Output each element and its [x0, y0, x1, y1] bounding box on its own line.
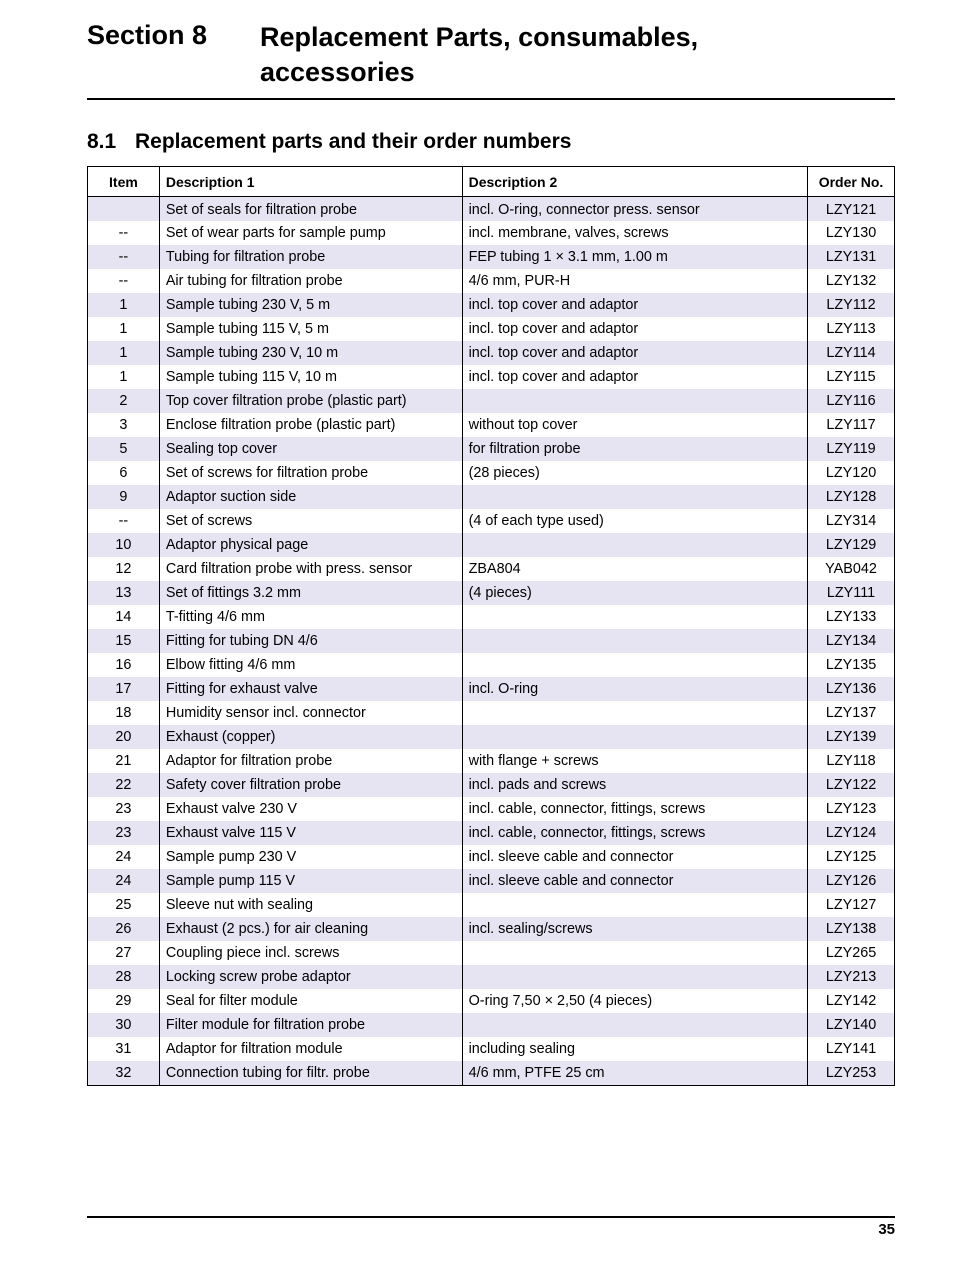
subsection-title: Replacement parts and their order numbers	[135, 130, 572, 153]
cell-order-no: LZY130	[808, 221, 895, 245]
table-row	[88, 389, 895, 413]
table-row	[88, 725, 895, 749]
cell-item: 3	[88, 413, 160, 437]
cell-order-no: YAB042	[808, 557, 895, 581]
cell-order-no: LZY142	[808, 989, 895, 1013]
page-number: 35	[878, 1221, 895, 1238]
cell-description-2: incl. O-ring, connector press. sensor	[462, 197, 807, 222]
cell-description-1: Enclose filtration probe (plastic part)	[159, 413, 462, 437]
cell-order-no: LZY139	[808, 725, 895, 749]
cell-item: 25	[88, 893, 160, 917]
cell-order-no: LZY138	[808, 917, 895, 941]
cell-item: --	[88, 221, 160, 245]
cell-description-1: Air tubing for filtration probe	[159, 269, 462, 293]
cell-item: 24	[88, 845, 160, 869]
cell-description-1: Sample pump 230 V	[159, 845, 462, 869]
table-row	[88, 821, 895, 845]
cell-description-1: Set of screws	[159, 509, 462, 533]
cell-description-2	[462, 725, 807, 749]
table-row	[88, 245, 895, 269]
cell-description-2: incl. sleeve cable and connector	[462, 869, 807, 893]
cell-item: 30	[88, 1013, 160, 1037]
cell-description-1: Sample tubing 230 V, 5 m	[159, 293, 462, 317]
cell-description-1: Locking screw probe adaptor	[159, 965, 462, 989]
cell-description-1: Sleeve nut with sealing	[159, 893, 462, 917]
cell-order-no: LZY124	[808, 821, 895, 845]
cell-item: 16	[88, 653, 160, 677]
cell-description-2: incl. top cover and adaptor	[462, 341, 807, 365]
cell-description-2	[462, 653, 807, 677]
cell-description-2: incl. cable, connector, fittings, screws	[462, 821, 807, 845]
cell-order-no: LZY314	[808, 509, 895, 533]
cell-order-no: LZY140	[808, 1013, 895, 1037]
cell-description-2: (28 pieces)	[462, 461, 807, 485]
cell-description-2: (4 of each type used)	[462, 509, 807, 533]
cell-description-1: Fitting for exhaust valve	[159, 677, 462, 701]
cell-description-1: Coupling piece incl. screws	[159, 941, 462, 965]
cell-description-2: incl. sleeve cable and connector	[462, 845, 807, 869]
cell-order-no: LZY135	[808, 653, 895, 677]
cell-description-2: FEP tubing 1 × 3.1 mm, 1.00 m	[462, 245, 807, 269]
cell-item: 21	[88, 749, 160, 773]
cell-description-1: Sample tubing 230 V, 10 m	[159, 341, 462, 365]
cell-description-1: Adaptor for filtration module	[159, 1037, 462, 1061]
cell-item: --	[88, 245, 160, 269]
cell-item: 1	[88, 293, 160, 317]
cell-description-1: Adaptor suction side	[159, 485, 462, 509]
table-row	[88, 965, 895, 989]
parts-table	[87, 166, 895, 1086]
section-title: Replacement Parts, consumables, accessories	[260, 22, 699, 87]
cell-item: 26	[88, 917, 160, 941]
cell-description-2: incl. top cover and adaptor	[462, 317, 807, 341]
cell-description-2: for filtration probe	[462, 437, 807, 461]
cell-description-1: Exhaust valve 115 V	[159, 821, 462, 845]
cell-description-2: 4/6 mm, PTFE 25 cm	[462, 1061, 807, 1086]
cell-order-no: LZY125	[808, 845, 895, 869]
table-row	[88, 269, 895, 293]
cell-description-2: incl. membrane, valves, screws	[462, 221, 807, 245]
table-row	[88, 581, 895, 605]
table-row	[88, 509, 895, 533]
cell-item: 20	[88, 725, 160, 749]
cell-item: --	[88, 269, 160, 293]
cell-description-2: incl. top cover and adaptor	[462, 365, 807, 389]
cell-description-2	[462, 533, 807, 557]
cell-item: 13	[88, 581, 160, 605]
cell-order-no: LZY129	[808, 533, 895, 557]
cell-item	[88, 197, 160, 222]
cell-item: 5	[88, 437, 160, 461]
cell-description-2: incl. sealing/screws	[462, 917, 807, 941]
subsection-heading	[87, 130, 571, 154]
cell-description-1: Humidity sensor incl. connector	[159, 701, 462, 725]
cell-description-2	[462, 389, 807, 413]
cell-order-no: LZY122	[808, 773, 895, 797]
cell-description-1: Exhaust valve 230 V	[159, 797, 462, 821]
header-description-1: Description 1	[159, 167, 462, 197]
cell-description-1: Top cover filtration probe (plastic part)	[159, 389, 462, 413]
cell-order-no: LZY265	[808, 941, 895, 965]
cell-order-no: LZY213	[808, 965, 895, 989]
table-row	[88, 1013, 895, 1037]
cell-description-2	[462, 701, 807, 725]
cell-description-1: Sample pump 115 V	[159, 869, 462, 893]
cell-item: 14	[88, 605, 160, 629]
table-row	[88, 941, 895, 965]
table-row	[88, 797, 895, 821]
table-row	[88, 437, 895, 461]
table-row	[88, 653, 895, 677]
table-row	[88, 341, 895, 365]
cell-description-2: 4/6 mm, PUR-H	[462, 269, 807, 293]
cell-item: 23	[88, 821, 160, 845]
cell-item: 29	[88, 989, 160, 1013]
cell-order-no: LZY128	[808, 485, 895, 509]
table-row	[88, 869, 895, 893]
cell-description-1: Set of fittings 3.2 mm	[159, 581, 462, 605]
cell-description-1: Sealing top cover	[159, 437, 462, 461]
header-description-2: Description 2	[462, 167, 807, 197]
cell-order-no: LZY119	[808, 437, 895, 461]
cell-order-no: LZY133	[808, 605, 895, 629]
cell-description-1: Connection tubing for filtr. probe	[159, 1061, 462, 1086]
cell-item: 27	[88, 941, 160, 965]
cell-order-no: LZY137	[808, 701, 895, 725]
cell-item: 9	[88, 485, 160, 509]
table-row	[88, 605, 895, 629]
cell-item: 12	[88, 557, 160, 581]
cell-item: 1	[88, 317, 160, 341]
cell-description-1: Sample tubing 115 V, 5 m	[159, 317, 462, 341]
cell-description-1: Adaptor physical page	[159, 533, 462, 557]
table-row	[88, 989, 895, 1013]
table-row	[88, 845, 895, 869]
cell-order-no: LZY120	[808, 461, 895, 485]
cell-description-2	[462, 605, 807, 629]
table-row	[88, 893, 895, 917]
table-row	[88, 293, 895, 317]
footer-rule	[87, 1216, 895, 1218]
cell-description-1: Adaptor for filtration probe	[159, 749, 462, 773]
cell-description-1: Sample tubing 115 V, 10 m	[159, 365, 462, 389]
cell-description-2	[462, 1013, 807, 1037]
cell-description-1: Set of wear parts for sample pump	[159, 221, 462, 245]
cell-order-no: LZY115	[808, 365, 895, 389]
cell-order-no: LZY132	[808, 269, 895, 293]
cell-order-no: LZY134	[808, 629, 895, 653]
cell-description-2	[462, 893, 807, 917]
cell-item: 17	[88, 677, 160, 701]
table-row	[88, 221, 895, 245]
table-row	[88, 677, 895, 701]
cell-description-2	[462, 629, 807, 653]
cell-description-1: Seal for filter module	[159, 989, 462, 1013]
cell-item: 6	[88, 461, 160, 485]
cell-order-no: LZY121	[808, 197, 895, 222]
header-rule	[87, 98, 895, 100]
cell-item: 31	[88, 1037, 160, 1061]
cell-order-no: LZY114	[808, 341, 895, 365]
cell-item: 28	[88, 965, 160, 989]
header-order-no: Order No.	[808, 167, 895, 197]
cell-item: 32	[88, 1061, 160, 1086]
cell-description-1: Safety cover filtration probe	[159, 773, 462, 797]
cell-order-no: LZY126	[808, 869, 895, 893]
cell-description-1: T-fitting 4/6 mm	[159, 605, 462, 629]
cell-item: 23	[88, 797, 160, 821]
cell-description-2: (4 pieces)	[462, 581, 807, 605]
cell-description-2: incl. pads and screws	[462, 773, 807, 797]
table-row	[88, 917, 895, 941]
table-row	[88, 317, 895, 341]
cell-order-no: LZY141	[808, 1037, 895, 1061]
cell-item: 1	[88, 341, 160, 365]
cell-description-1: Card filtration probe with press. sensor	[159, 557, 462, 581]
cell-order-no: LZY116	[808, 389, 895, 413]
cell-item: 15	[88, 629, 160, 653]
table-header-row	[88, 167, 895, 197]
parts-table-body	[88, 197, 895, 1086]
cell-description-1: Exhaust (copper)	[159, 725, 462, 749]
table-row	[88, 533, 895, 557]
section-label: Section 8	[87, 20, 208, 50]
table-row	[88, 749, 895, 773]
cell-description-2: without top cover	[462, 413, 807, 437]
cell-description-2: ZBA804	[462, 557, 807, 581]
cell-description-2: including sealing	[462, 1037, 807, 1061]
cell-description-1: Set of screws for filtration probe	[159, 461, 462, 485]
table-row	[88, 461, 895, 485]
table-row	[88, 1061, 895, 1086]
table-row	[88, 557, 895, 581]
subsection-number: 8.1	[87, 130, 117, 153]
cell-description-1: Exhaust (2 pcs.) for air cleaning	[159, 917, 462, 941]
cell-description-2: incl. top cover and adaptor	[462, 293, 807, 317]
cell-description-2: O-ring 7,50 × 2,50 (4 pieces)	[462, 989, 807, 1013]
table-row	[88, 701, 895, 725]
cell-order-no: LZY113	[808, 317, 895, 341]
cell-item: 10	[88, 533, 160, 557]
table-row	[88, 1037, 895, 1061]
table-row	[88, 485, 895, 509]
cell-item: 2	[88, 389, 160, 413]
table-row	[88, 365, 895, 389]
cell-item: 22	[88, 773, 160, 797]
table-row	[88, 413, 895, 437]
cell-description-2	[462, 485, 807, 509]
cell-description-2: incl. cable, connector, fittings, screws	[462, 797, 807, 821]
cell-item: 1	[88, 365, 160, 389]
cell-order-no: LZY112	[808, 293, 895, 317]
cell-order-no: LZY123	[808, 797, 895, 821]
cell-order-no: LZY111	[808, 581, 895, 605]
cell-description-2: incl. O-ring	[462, 677, 807, 701]
cell-order-no: LZY118	[808, 749, 895, 773]
cell-description-1: Elbow fitting 4/6 mm	[159, 653, 462, 677]
cell-item: 18	[88, 701, 160, 725]
cell-order-no: LZY253	[808, 1061, 895, 1086]
cell-order-no: LZY136	[808, 677, 895, 701]
cell-description-2: with flange + screws	[462, 749, 807, 773]
cell-item: --	[88, 509, 160, 533]
header-item: Item	[88, 167, 160, 197]
cell-order-no: LZY127	[808, 893, 895, 917]
table-row	[88, 629, 895, 653]
cell-description-1: Filter module for filtration probe	[159, 1013, 462, 1037]
cell-description-1: Tubing for filtration probe	[159, 245, 462, 269]
cell-order-no: LZY117	[808, 413, 895, 437]
cell-item: 24	[88, 869, 160, 893]
cell-description-2	[462, 965, 807, 989]
cell-description-1: Fitting for tubing DN 4/6	[159, 629, 462, 653]
cell-description-2	[462, 941, 807, 965]
table-row	[88, 773, 895, 797]
cell-description-1: Set of seals for filtration probe	[159, 197, 462, 222]
cell-order-no: LZY131	[808, 245, 895, 269]
table-row	[88, 197, 895, 222]
